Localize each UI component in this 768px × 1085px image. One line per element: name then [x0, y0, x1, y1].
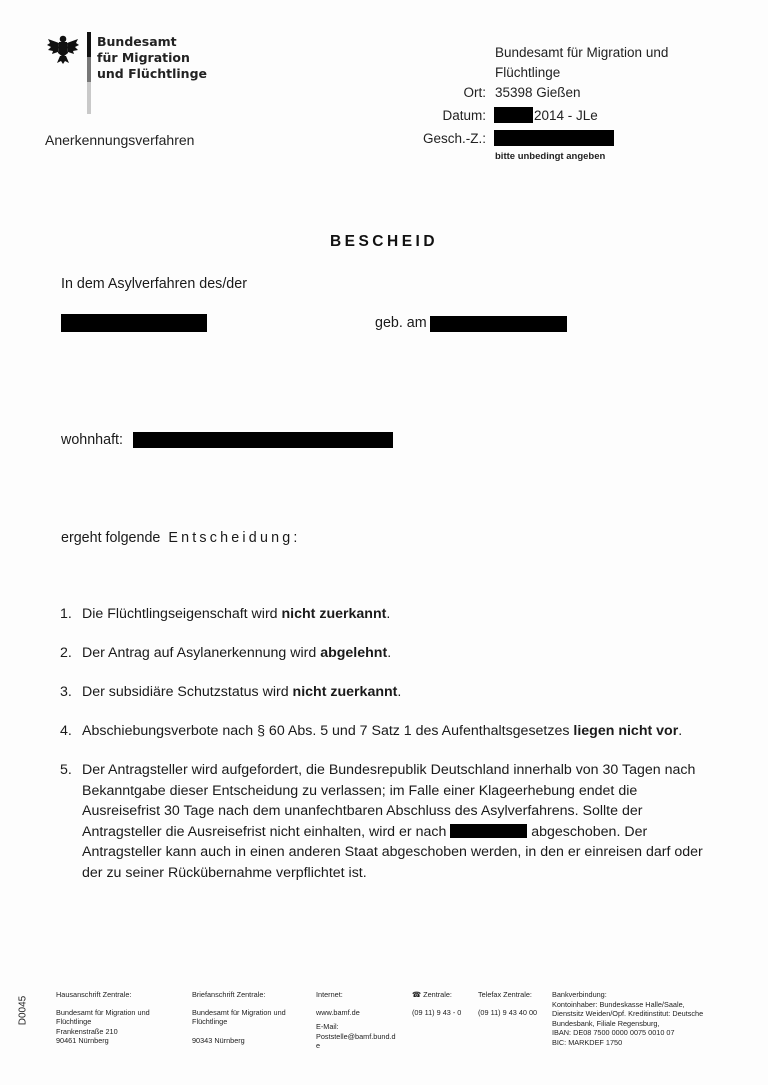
item-end: . — [387, 645, 392, 661]
residence-label: wohnhaft: — [61, 432, 123, 448]
datum-label: Datum: — [442, 108, 486, 123]
hausanschrift-line: Flüchtlinge — [56, 1017, 92, 1026]
decision-item — [60, 643, 710, 663]
bank-line: IBAN: DE08 7500 0000 0075 0010 07 — [552, 1028, 675, 1037]
decision-items — [60, 604, 710, 902]
decision-line — [61, 530, 297, 546]
birth-label: geb. am — [375, 315, 427, 331]
hausanschrift-line: 90461 Nürnberg — [56, 1036, 109, 1045]
footer-internet — [316, 990, 406, 1051]
redacted-reference — [494, 130, 614, 146]
side-code: D0045 — [17, 995, 29, 1026]
email-label: E-Mail: — [316, 1022, 339, 1031]
decision-item — [60, 682, 710, 702]
logo-text — [97, 34, 207, 82]
telefax-title: Telefax Zentrale: — [478, 990, 532, 999]
logo-line-3: und Flüchtlinge — [97, 66, 207, 81]
item-5-text-before: Der Antragsteller wird aufgefordert, die Bundesrepublik Deutschland innerhalb von 30 Tagen nach Bekanntgabe dieser Entscheidung zu verlassen; im Falle einer Klageerhebung endet die Ausreisefrist 30 Tage nach dem unanfechtbaren Abschluss des Asylverfahrens. Sollte der Antragsteller die Ausreisefrist nicht einhalten, wird er nach — [82, 762, 696, 840]
hausanschrift-title: Hausanschrift Zentrale: — [56, 990, 132, 999]
redacted-birthdate — [430, 316, 567, 332]
footer-zentrale — [412, 990, 477, 1017]
item-emphasis: nicht zuerkannt — [292, 684, 398, 700]
decision-prefix: ergeht folgende — [61, 530, 161, 546]
footer-bank — [552, 990, 747, 1047]
hausanschrift-line: Bundesamt für Migration und — [56, 1007, 150, 1017]
flag-bar — [87, 32, 91, 114]
brief-title: Briefanschrift Zentrale: — [192, 990, 266, 999]
email-value[interactable]: Poststelle@bamf.bund.d — [316, 1031, 396, 1041]
bank-line: BIC: MARKDEF 1750 — [552, 1037, 623, 1047]
procedure-label: Anerkennungsverfahren — [45, 132, 195, 148]
gesch-hint: bitte unbedingt angeben — [495, 151, 606, 162]
decision-suffix: : — [293, 530, 298, 546]
logo-line-2: für Migration — [97, 50, 190, 65]
document-title: BESCHEID — [329, 233, 439, 250]
ort-value: 35398 Gießen — [495, 85, 581, 100]
internet-url[interactable]: www.bamf.de — [316, 1007, 360, 1017]
bank-line: Bundesbank, Filiale Regensburg, — [552, 1018, 660, 1028]
email-value-cont[interactable]: e — [316, 1041, 321, 1050]
footer-hausanschrift — [56, 990, 181, 1046]
footer-telefax — [478, 990, 548, 1017]
item-end: . — [678, 723, 683, 739]
datum-value: 2014 - JLe — [534, 108, 598, 123]
item-text: Abschiebungsverbote nach § 60 Abs. 5 und 7 Satz 1 des Aufenthaltsgesetzes — [82, 723, 574, 739]
redacted-country — [450, 824, 527, 838]
item-number: 5. — [60, 762, 72, 778]
item-emphasis: liegen nicht vor — [573, 723, 679, 739]
item-5-text-after: abgeschoben. Der Antragsteller kann auch in einen anderen Staat abgeschoben werden, in den er einreisen darf oder der zu seiner Rückübernahme verpflichtet ist. — [82, 823, 703, 881]
bank-line: Dienstsitz Weiden/Opf. Kreditinstitut: Deutsche — [552, 1009, 704, 1018]
decision-item-5 — [60, 760, 710, 883]
telefax-value: (09 11) 9 43 40 00 — [478, 1007, 538, 1017]
redacted-address — [133, 432, 393, 448]
item-text: Der Antrag auf Asylanerkennung wird — [82, 645, 321, 661]
authority-line-2: Flüchtlinge — [495, 65, 561, 80]
brief-line: Flüchtlinge — [192, 1017, 228, 1026]
item-emphasis: nicht zuerkannt — [281, 606, 387, 622]
decision-word: Entscheidung — [168, 530, 294, 546]
internet-title: Internet: — [316, 990, 343, 999]
gesch-label: Gesch.-Z.: — [422, 131, 486, 146]
item-end: . — [397, 684, 402, 700]
federal-eagle-icon — [46, 33, 80, 67]
zentrale-value: (09 11) 9 43 - 0 — [412, 1007, 462, 1017]
brief-line: Bundesamt für Migration und — [192, 1007, 286, 1017]
item-emphasis: abgelehnt — [320, 645, 388, 661]
item-number: 1. — [60, 606, 72, 622]
hausanschrift-line: Frankenstraße 210 — [56, 1026, 118, 1036]
intro-text: In dem Asylverfahren des/der — [61, 276, 247, 292]
redacted-name — [61, 314, 207, 332]
item-end: . — [386, 606, 391, 622]
decision-item — [60, 604, 710, 624]
logo-line-1: Bundesamt — [97, 34, 177, 49]
decision-item — [60, 721, 710, 741]
authority-line-1: Bundesamt für Migration und — [495, 45, 669, 60]
item-number: 4. — [60, 723, 72, 739]
item-text: Die Flüchtlingseigenschaft wird — [82, 606, 282, 622]
ort-label: Ort: — [463, 85, 486, 100]
bank-title: Bankverbindung: — [552, 990, 607, 999]
item-number: 2. — [60, 645, 72, 661]
authority-name — [495, 43, 668, 83]
item-text: Der subsidiäre Schutzstatus wird — [82, 684, 293, 700]
footer-briefanschrift — [192, 990, 307, 1046]
zentrale-title: ☎ Zentrale: — [412, 990, 452, 999]
redacted-date — [494, 107, 533, 123]
bank-line: Kontoinhaber: Bundeskasse Halle/Saale, — [552, 999, 685, 1009]
item-number: 3. — [60, 684, 72, 700]
brief-line: 90343 Nürnberg — [192, 1036, 245, 1045]
